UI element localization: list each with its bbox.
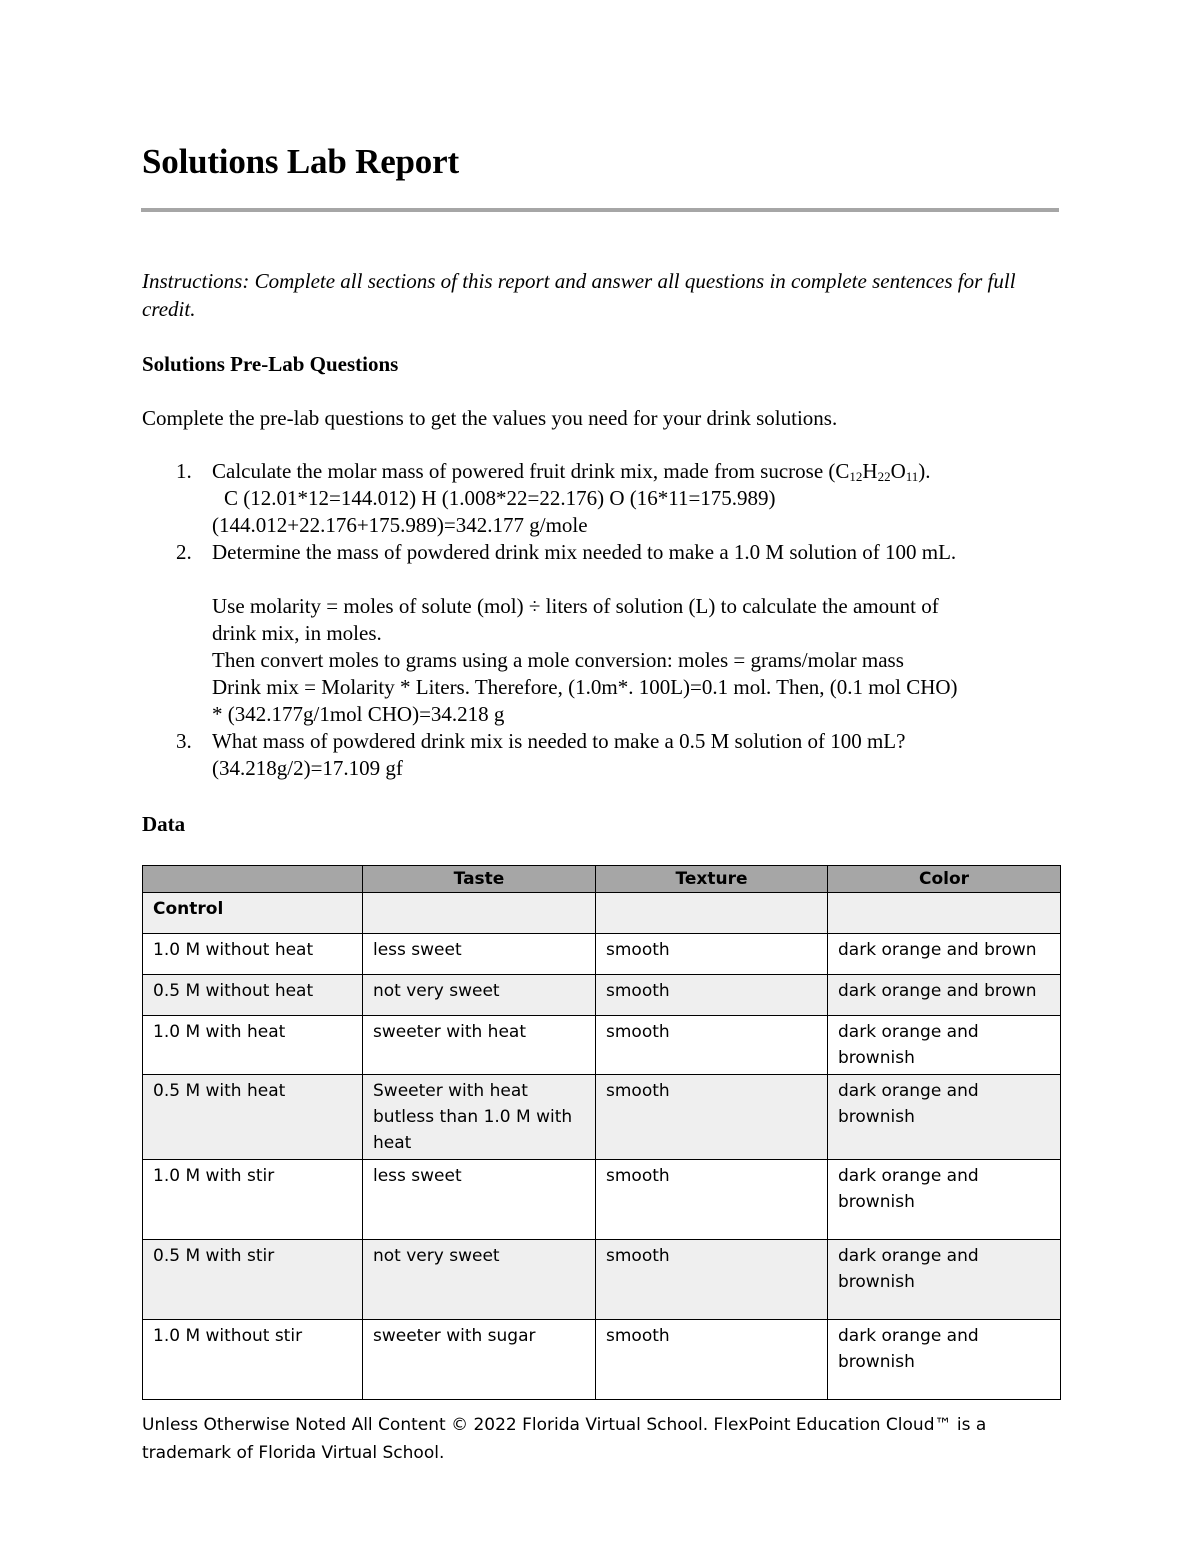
table-cell: not very sweet	[363, 1240, 596, 1320]
question-number: 1.	[176, 459, 192, 483]
data-heading: Data	[142, 812, 186, 836]
question-item	[142, 458, 1062, 539]
table-cell: dark orange and brownish	[828, 1075, 1061, 1160]
table-cell: smooth	[596, 1016, 828, 1075]
column-header: Color	[828, 866, 1061, 893]
table-cell: dark orange and brown	[828, 975, 1061, 1016]
answer-line: Use molarity = moles of solute (mol) ÷ liters of solution (L) to calculate the amount of	[212, 594, 939, 618]
title-divider	[141, 208, 1059, 212]
row-label: 0.5 M with heat	[143, 1075, 363, 1160]
table-cell: sweeter with sugar	[363, 1320, 596, 1400]
table-cell: smooth	[596, 975, 828, 1016]
row-label: 1.0 M with heat	[143, 1016, 363, 1075]
table-cell: smooth	[596, 1075, 828, 1160]
row-label: Control	[143, 893, 363, 934]
table-row	[143, 893, 1061, 934]
table-row	[143, 1240, 1061, 1320]
prelab-intro: Complete the pre-lab questions to get the values you need for your drink solutions.	[142, 406, 838, 430]
answer-line: * (342.177g/1mol CHO)=34.218 g	[212, 702, 505, 726]
row-label: 1.0 M with stir	[143, 1160, 363, 1240]
table-cell: less sweet	[363, 1160, 596, 1240]
table-cell: sweeter with heat	[363, 1016, 596, 1075]
answer-line: C (12.01*12=144.012) H (1.008*22=22.176) O (16*11=175.989)	[224, 486, 776, 510]
table-cell: dark orange and brownish	[828, 1160, 1061, 1240]
question-text: Calculate the molar mass of powered fruit drink mix, made from sucrose $(C_{12}H_{22}O_{11})$.	[212, 459, 931, 484]
question-text: Determine the mass of powdered drink mix needed to make a 1.0 M solution of 100 mL.	[212, 540, 957, 564]
table-row	[143, 1075, 1061, 1160]
table-cell: dark orange and brownish	[828, 1016, 1061, 1075]
row-label: 1.0 M without heat	[143, 934, 363, 975]
document-title: Solutions Lab Report	[142, 142, 459, 181]
table-row	[143, 934, 1061, 975]
column-header	[143, 866, 363, 893]
table-cell	[828, 893, 1061, 934]
table-row	[143, 1160, 1061, 1240]
prelab-heading: Solutions Pre-Lab Questions	[142, 352, 399, 376]
answer-line: (144.012+22.176+175.989)=342.177 g/mole	[212, 513, 588, 537]
row-label: 1.0 M without stir	[143, 1320, 363, 1400]
table-cell: less sweet	[363, 934, 596, 975]
table-row	[143, 1320, 1061, 1400]
table-header-row	[143, 866, 1061, 893]
table-cell: smooth	[596, 1320, 828, 1400]
row-label: 0.5 M with stir	[143, 1240, 363, 1320]
answer-line: Drink mix = Molarity * Liters. Therefore, (1.0m*. 100L)=0.1 mol. Then, (0.1 mol CHO)	[212, 675, 958, 699]
copyright-footer: Unless Otherwise Noted All Content © 2022 Florida Virtual School. FlexPoint Education Cloud™ is a trademark of Florida Virtual School.	[142, 1415, 987, 1463]
instructions-text: Instructions: Complete all sections of this report and answer all questions in complete sentences for full credit.	[142, 269, 1016, 321]
question-number: 3.	[176, 729, 192, 753]
row-label: 0.5 M without heat	[143, 975, 363, 1016]
table-cell: smooth	[596, 1160, 828, 1240]
answer-line: Then convert moles to grams using a mole conversion: moles = grams/molar mass	[212, 648, 904, 672]
column-header: Texture	[596, 866, 828, 893]
table-cell: Sweeter with heat butless than 1.0 M with heat	[363, 1075, 596, 1160]
table-cell: dark orange and brown	[828, 934, 1061, 975]
column-header: Taste	[363, 866, 596, 893]
question-text: What mass of powdered drink mix is needed to make a 0.5 M solution of 100 mL?	[212, 729, 906, 753]
question-item	[142, 728, 1062, 782]
table-cell	[363, 893, 596, 934]
table-row	[143, 1016, 1061, 1075]
prelab-question-list	[142, 458, 1062, 782]
table-cell	[596, 893, 828, 934]
question-item	[142, 539, 1062, 728]
data-table	[142, 865, 1061, 1400]
answer-line: drink mix, in moles.	[212, 621, 382, 645]
table-cell: dark orange and brownish	[828, 1240, 1061, 1320]
table-cell: dark orange and brownish	[828, 1320, 1061, 1400]
table-row	[143, 975, 1061, 1016]
question-number: 2.	[176, 540, 192, 564]
answer-line: (34.218g/2)=17.109 gf	[212, 756, 403, 780]
table-cell: smooth	[596, 1240, 828, 1320]
table-cell: smooth	[596, 934, 828, 975]
table-cell: not very sweet	[363, 975, 596, 1016]
